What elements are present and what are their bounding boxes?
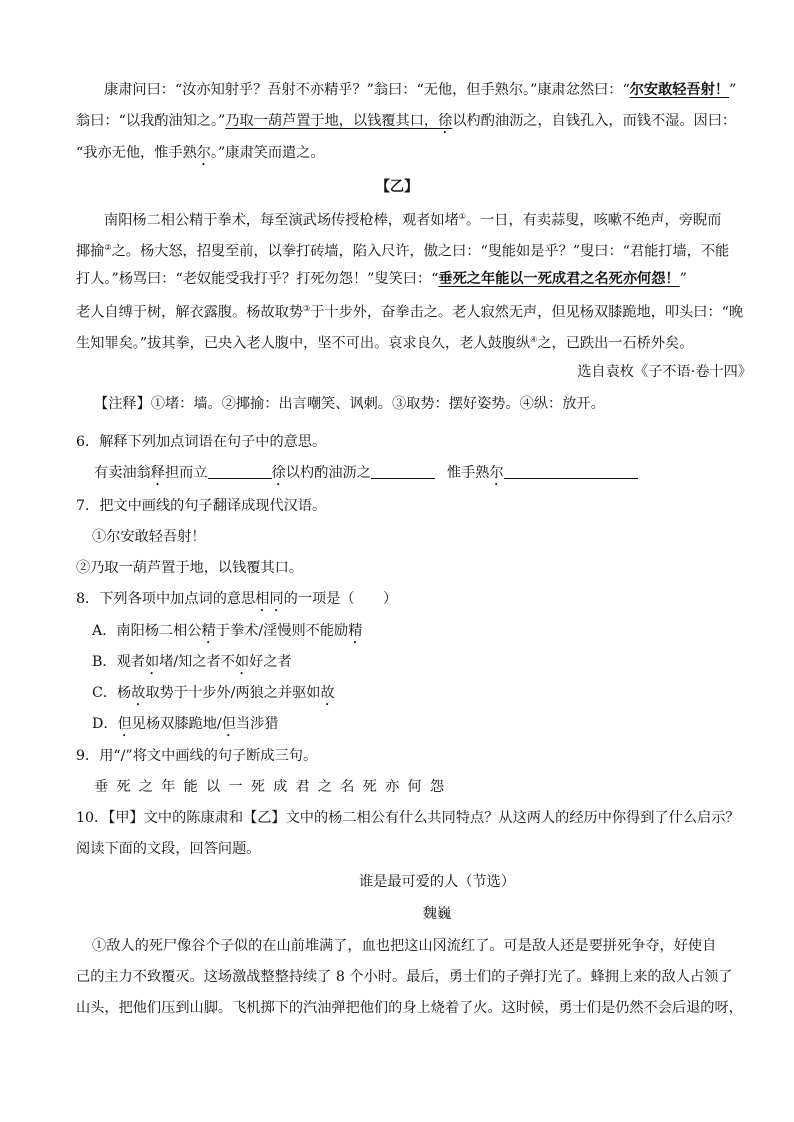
passage-yi-heading: 【乙】 [375,179,419,195]
dotted-word: 精 [201,623,216,639]
text-run: 当涉猎 [235,716,279,732]
text-run: 以杓酌油沥之，自钱孔入，而钱不湿。因曰： [452,113,737,129]
text-run: 之。杨大怒，招叟至前，以拳打砖墙，陷入尺许，傲之曰：“叟能如是乎？”叟曰：“君能打墙，不能 [111,243,730,260]
dotted-word: 如 [145,654,160,670]
question-7-item-2: ②乃取一葫芦置于地，以钱覆其口。 [76,560,304,576]
text-run: 南阳杨二相公精于拳术，每至演武场传授枪棒，观者如堵 [104,212,459,229]
text-run: ” [729,82,737,98]
text-run: 的一项是（ ） [283,591,398,607]
text-run: “我亦无他，惟手熟 [76,145,197,161]
text-run: 打人。”杨骂曰：“老奴能受我打乎？打死勿怨！”叟笑曰：“ [76,271,439,287]
text-run: 老人自缚于树，解衣露腹。杨故取势 [76,304,304,321]
source-citation: 选自袁枚《子不语·卷十四》 [577,364,752,380]
text-run: ” [679,271,687,287]
text-run: 堵/知之者不 [159,654,235,670]
text-run: 。一日，有卖蒜叟，咳嗽不绝声，旁睨而 [465,212,722,229]
passage-jia-line-2 [76,111,756,137]
dotted-word: 相同 [255,591,284,607]
reading-instruction: 阅读下面的文段，回答问题。 [76,841,261,857]
passage-yi-line-5 [76,330,756,354]
text-run: C．杨 [92,685,132,701]
dotted-word: 故 [320,685,335,701]
question-8-stem [76,589,756,615]
reading-title: 谁是最可爱的人（节选） [358,874,516,890]
text-run: 于拳术/淫慢则不能励 [215,623,349,639]
passage-yi-line-3 [76,269,756,289]
text-run: 。”康肃笑而遣之。 [210,145,325,161]
text-run: 担而立 [164,465,208,481]
reading-paragraph-1-line-3: 山头，把他们压到山脚。飞机掷下的汽油弹把他们的身上烧着了火。这时候，勇士们是仍然不会后退的呀， [76,1000,743,1016]
question-9-sentence: 垂死之年能以一死成君之名死亦何怨 [94,779,453,795]
answer-blank[interactable] [208,464,272,479]
dotted-word: 故 [131,685,146,701]
text-run: D． [92,716,118,732]
dotted-word: 如 [234,654,250,670]
dotted-word: 尔 [489,465,504,481]
question-6-stem: 6．解释下列加点词语在句子中的意思。 [76,434,327,450]
reading-author: 魏巍 [422,906,452,922]
passage-yi-line-1 [104,207,754,231]
dotted-word: 但 [221,716,236,732]
underlined-sentence-1: 尔安敢轻吾射！ [629,82,730,98]
dotted-word: 但 [117,716,132,732]
passage-jia-line-3 [76,143,756,169]
text-run: 生知罪矣。”拔其拳，已央入老人腹中，坚不可出。哀求良久，老人鼓腹纵 [76,335,531,352]
passage-jia-line-1 [104,80,754,100]
text-run: 翁曰：“以我酌油知之。” [76,113,226,129]
question-9-stem: 9．用“/”将文中画线的句子断成三句。 [76,748,318,764]
underlined-sentence-2: 乃取一葫芦置于地，以钱覆其口， [225,113,439,129]
dotted-word: 尔 [196,145,211,161]
question-7-stem: 7．把文中画线的句子翻译成现代汉语。 [76,498,327,514]
dotted-word: 徐 [438,113,453,129]
footnote-mark: ③ [303,304,311,313]
reading-paragraph-1-line-2: 己的主力不致覆灭。这场激战整整持续了 8 个小时。最后，勇士们的子弹打光了。蜂拥上来的敌人占领了 [76,969,733,985]
passage-yi-line-2 [76,238,756,262]
text-run: 之，已跌出一石桥外矣。 [537,335,694,352]
text-run: 以杓酌油沥之 [285,465,371,481]
text-run: 康肃问曰：“汝亦知射乎？吾射不亦精乎？”翁曰：“无他，但手熟尔。”康肃忿然曰：“ [104,82,630,98]
text-run: 8．下列各项中加点词的意思 [76,591,256,607]
text-run: 有卖油翁 [94,465,151,481]
question-8-option-b[interactable] [92,652,772,678]
dotted-word: 释 [150,465,165,481]
text-run: 惟手熟 [446,465,490,481]
footnote-mark: ② [104,243,112,252]
text-run: 于十步外，奋拳击之。老人寂然无声，但见杨双膝跪地，叩头曰：“晚 [310,304,744,321]
text-run: B．观者 [92,654,145,670]
annotation-notes: 【注释】①堵：墙。②揶揄：出言嘲笑、讽刺。③取势：摆好姿势。④纵：放开。 [94,396,605,412]
question-6-items [94,463,774,489]
underlined-sentence-3: 垂死之年能以一死成君之名死亦何怨！ [438,271,680,287]
question-8-option-a[interactable] [92,621,772,647]
text-run: A．南阳杨二相公 [92,623,202,639]
dotted-word: 徐 [271,465,286,481]
question-8-option-c[interactable] [92,683,772,709]
question-8-option-d[interactable] [92,714,772,740]
answer-blank[interactable] [371,464,435,479]
text-run: 取势于十步外/两狼之并驱如 [145,685,321,701]
reading-paragraph-1-line-1: ①敌人的死尸像谷个子似的在山前堆满了，血也把这山冈流红了。可是敌人还是要拼死争夺，好使自 [92,938,717,954]
question-10-stem: 10．【甲】文中的陈康肃和【乙】文中的杨二相公有什么共同特点？从这两人的经历中你得到了什么启示？ [76,810,740,826]
question-7-item-1: ①尔安敢轻吾射！ [92,529,206,545]
text-run: 好之者 [249,654,292,670]
footnote-mark: ④ [530,335,538,344]
passage-yi-line-4 [76,299,756,323]
dotted-word: 精 [348,623,363,639]
footnote-mark: ① [458,212,466,221]
text-run: 见杨双膝跪地/ [131,716,222,732]
text-run: 揶揄 [76,243,105,260]
answer-blank[interactable] [504,464,638,479]
